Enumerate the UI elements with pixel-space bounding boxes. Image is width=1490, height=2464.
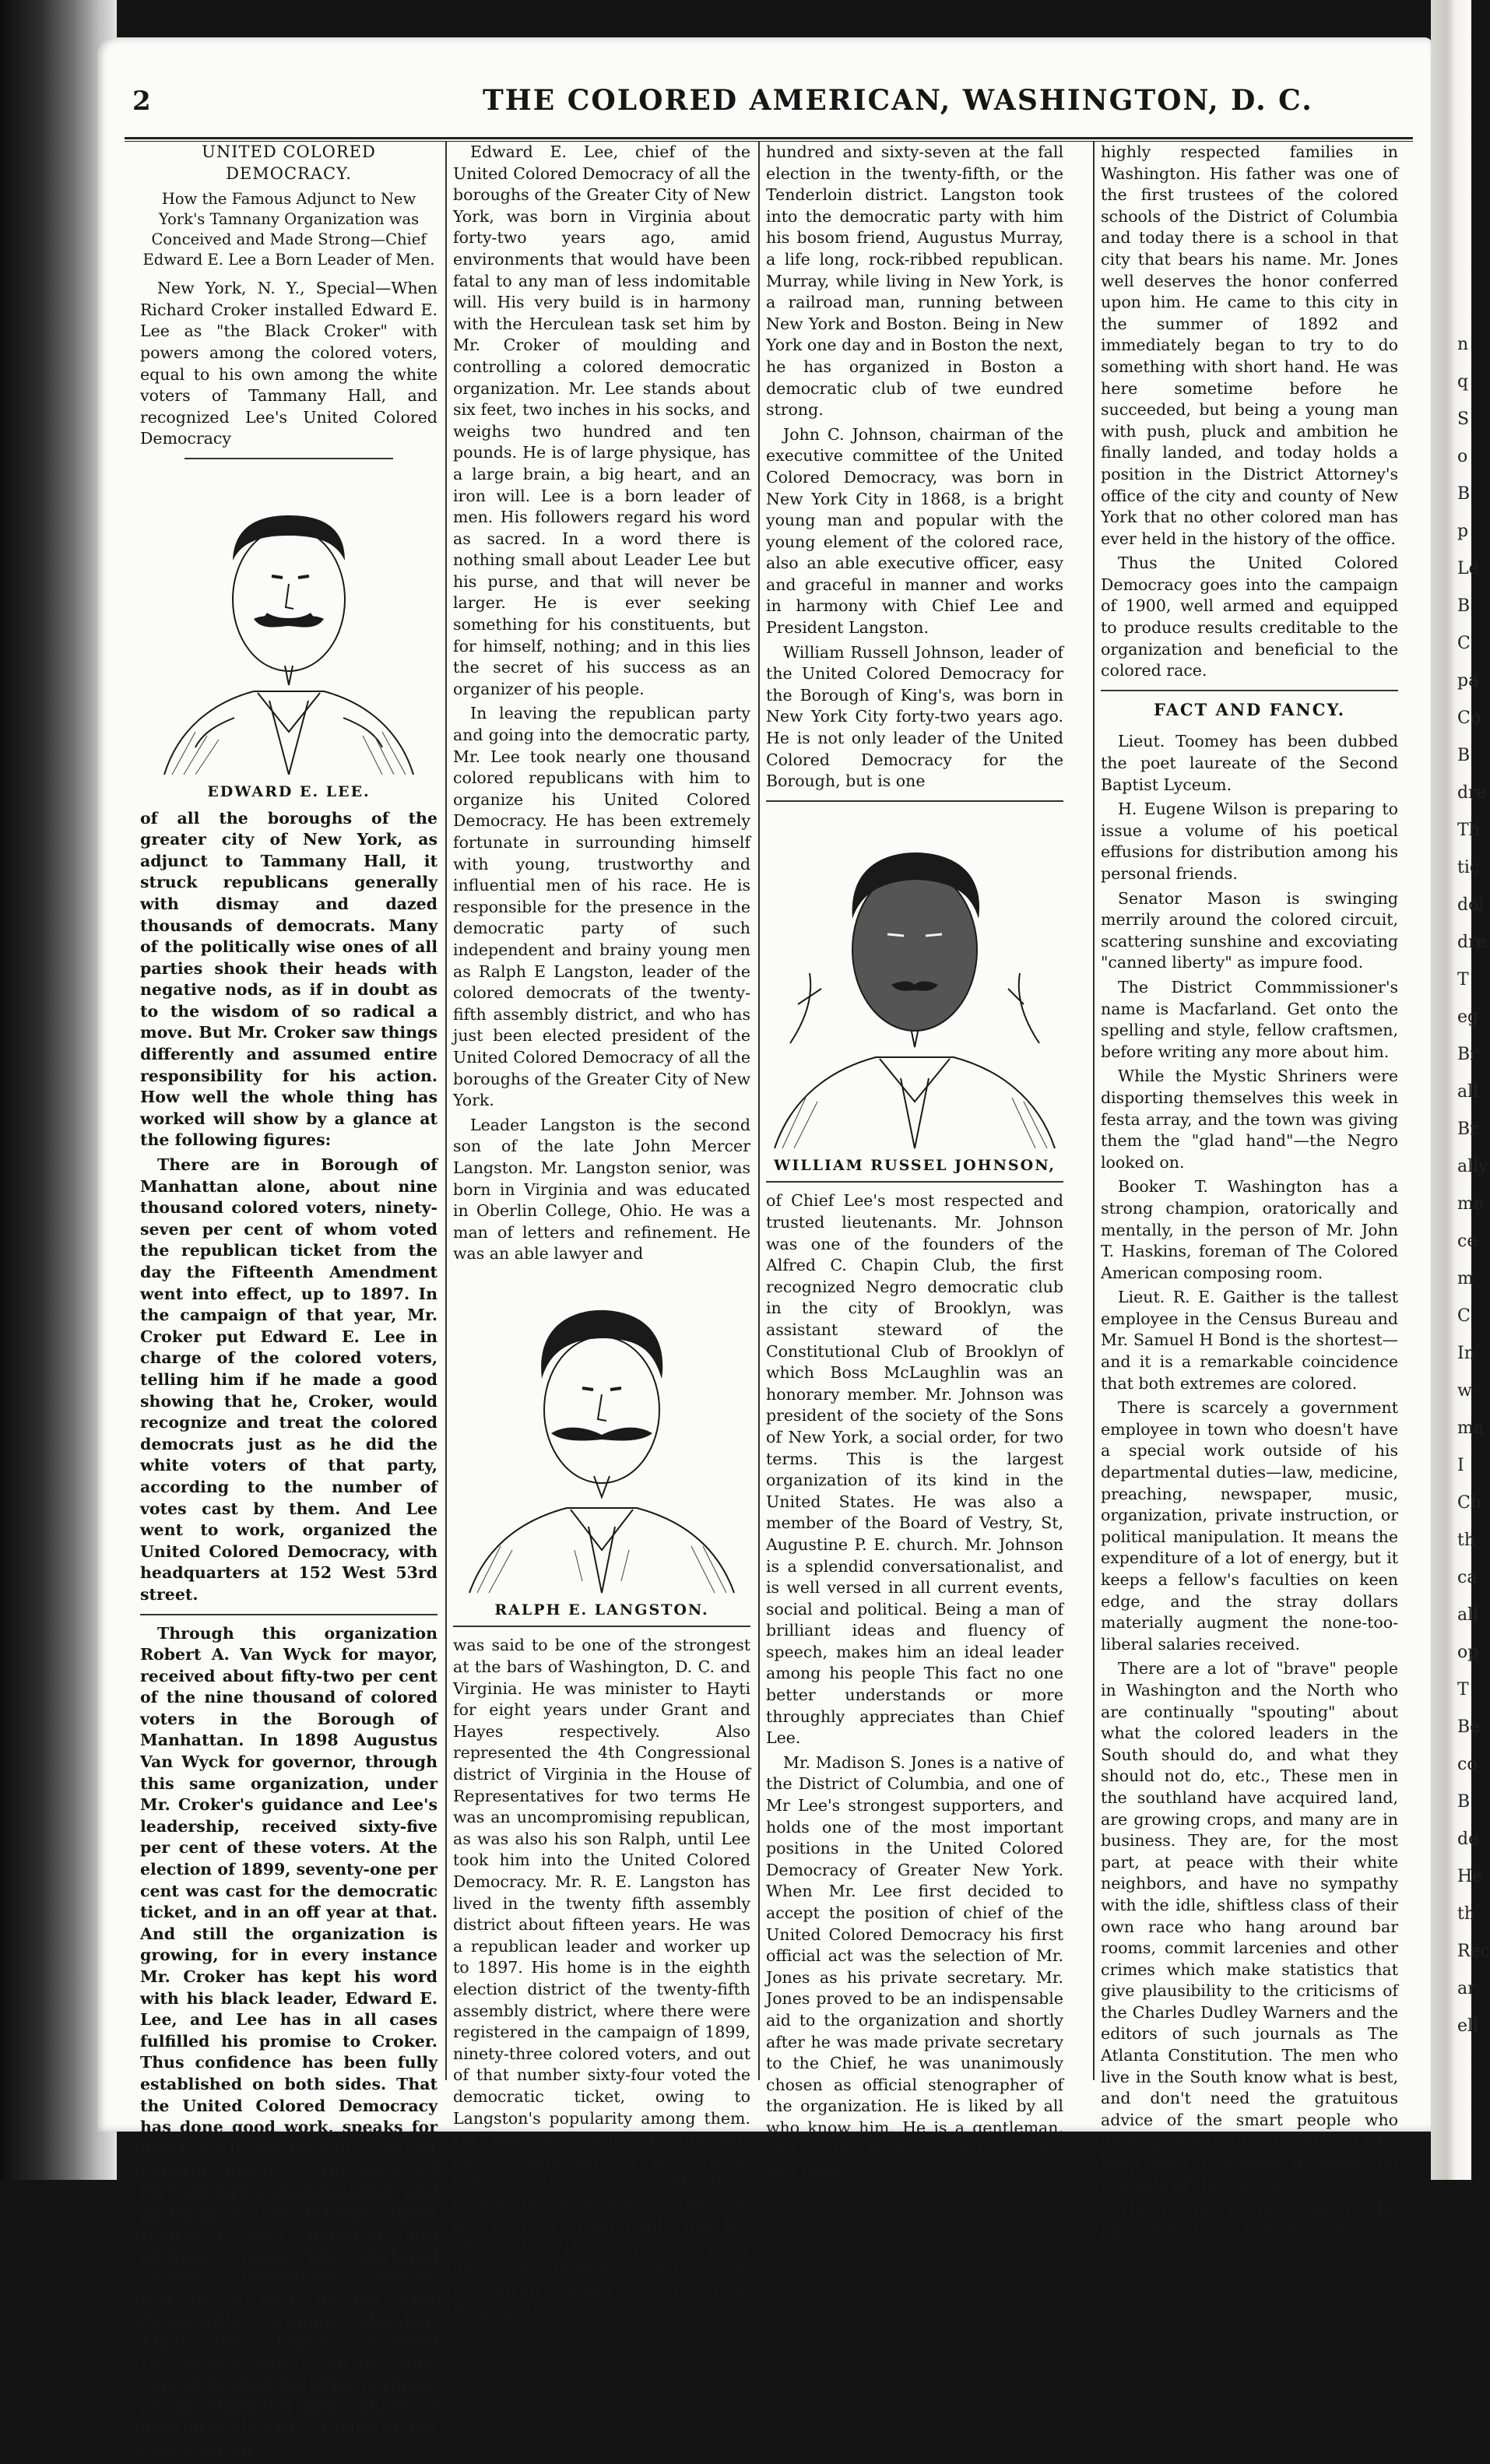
adjacent-page-fragment: Co xyxy=(1457,708,1481,728)
paragraph: Edward E. Lee, chief of the United Colored Democracy of all the boroughs of the Greater City of New York, was born in Virginia about forty-two years ago, amid environments that would have been fatal to any man of less indomitable will. His very build is in harmony with the Herculean task set him by Mr. Croker of moulding and controlling a colored democratic organization. Mr. Lee stands about six feet, two inches in his socks, and weighs two hundred and ten pounds. He is of large physique, has a large brain, a big heart, and an iron will. Lee is a born leader of men. His followers regard his word as sacred. In a word there is nothing small about Leader Lee but his purse, and that will never be larger. He is ever seeking something for his constituents, but for himself, nothing; and in this lies the secret of his success as an organizer of his people. xyxy=(453,142,750,698)
page-header xyxy=(132,78,1409,128)
column-rule xyxy=(445,142,447,2080)
divider xyxy=(766,1181,1063,1183)
paragraph: There are a lot of "brave" people in Washington and the North who are continually "spouting" about what the colored leaders in the South should do, and what they should not do, etc., These men in the southland have acquired land, are growing crops, and many are in business. They are, for the most part, at peace with their white neighbors, and have no sympathy with the idle, shiftless class of their own race who hang around bar rooms, commit larcenies and other crimes which make statistics that give plausibility to the criticisms of the Charles Dudley Warners and the editors of such journals as The Atlanta Constitution. The men who live in the South know what is best, and don't need the gratuitous advice of the smart people who never give a penny to help, and who keep their carcasses in safety on this side of the Potomac. xyxy=(1101,1659,1398,2194)
adjacent-page-fragment: co xyxy=(1457,1755,1478,1774)
paragraph: In leaving the republican party and going into the democratic party, Mr. Lee took nearly one thousand colored republicans with him to organize his United Colored Democracy. He has been extremely fortunate in surrounding himself with young, trustworthy and influential men of his race. He is responsible for the presence in the democratic party of such independent and brainy young men as Ralph E Langston, leader of the colored democrats of the twenty-fifth assembly district, and who has just been elected president of the United Colored Democracy of all the boroughs of the Greater City of New York. xyxy=(453,704,750,1110)
fact-and-fancy-title: FACT AND FANCY. xyxy=(1153,699,1346,719)
divider xyxy=(184,458,392,459)
column-3 xyxy=(766,142,1063,2185)
portrait-edward-lee xyxy=(140,467,438,779)
column-3-text-b xyxy=(766,1190,1063,2181)
adjacent-page-fragment: ar xyxy=(1457,1979,1476,1998)
paragraph: H. Eugene Wilson is preparing to issue a volume of his poetical effusions for distribution among his personal friends. xyxy=(1101,800,1398,883)
masthead: THE COLORED AMERICAN, WASHINGTON, D. C. xyxy=(483,84,1313,117)
column-1 xyxy=(140,142,438,2464)
adjacent-page-fragment: th xyxy=(1457,1904,1476,1924)
adjacent-page-fragment: C xyxy=(1457,634,1471,653)
adjacent-page-fragment: Le xyxy=(1457,559,1479,578)
adjacent-page-fragment: pa xyxy=(1457,671,1479,691)
adjacent-page-fragment: I xyxy=(1457,1456,1464,1475)
paragraph: Thus the United Colored Democracy goes into the campaign of 1900, well armed and equipped to produce results creditable to the organization and beneficial to the colored race. xyxy=(1101,554,1398,680)
header-rule xyxy=(125,137,1413,139)
adjacent-page-fragment: me xyxy=(1457,1194,1484,1214)
adjacent-page-fragment: Be xyxy=(1457,1717,1481,1737)
adjacent-page-fragment: T xyxy=(1457,1680,1469,1699)
column-rule xyxy=(758,142,760,2080)
column-2 xyxy=(453,142,750,2325)
portrait-ralph-langston-caption: RALPH E. LANGSTON. xyxy=(494,1601,709,1619)
adjacent-page-fragment: o xyxy=(1457,447,1468,466)
adjacent-page-fragment: dol xyxy=(1457,895,1485,915)
adjacent-page-fragment: th xyxy=(1457,1531,1476,1550)
column-1-text-c xyxy=(140,1623,438,2461)
portrait-william-johnson-caption: WILLIAM RUSSEL JOHNSON, xyxy=(774,1156,1056,1174)
adjacent-page-fragment: Th xyxy=(1457,821,1480,840)
paragraph: Senator Mason is swinging merrily around the colored circuit, scattering sunshine and excoviating "canned liberty" as impure food. xyxy=(1101,888,1398,972)
paragraph: While the Mystic Shriners were disporting themselves this week in festa array, and the town was giving them the "glad hand"—the Negro looked on. xyxy=(1101,1067,1398,1172)
article-headline: UNITED COLORED DEMOCRACY. xyxy=(202,142,376,183)
column-4 xyxy=(1101,142,1398,2244)
paragraph: Booker T. Washington has a strong champion, oratorically and mentally, in the person of Mr. John T. Haskins, foreman of The Colored American composing room. xyxy=(1101,1177,1398,1282)
divider xyxy=(766,800,1063,802)
fact-and-fancy-items xyxy=(1101,731,1398,2241)
paragraph: Leader Langston is the second son of the late John Mercer Langston. Mr. Langston senior, was born in Virginia and was educated in Oberlin College, Ohio. He was a man of letters and refinement. He was an able lawyer and xyxy=(453,1115,750,1264)
adjacent-page-fragment: C xyxy=(1457,1306,1471,1326)
adjacent-page-fragment: dre xyxy=(1457,783,1487,803)
paragraph: Through this organization Robert A. Van Wyck for mayor, received about fifty-two per cent of the nine thousand of colored voters in the Borough of Manhattan. In 1898 Augustus Van Wyck for governor, through this same organization, under Mr. Croker's guidance and Lee's leadership, received sixty-five per cent of these voters. At the election of 1899, seventy-one per cent was cast for the democratic ticket, and in an off year at that. And still the organization is growing, for in every instance Mr. Croker has kept his word with his black leader, Edward E. Lee, and Lee has in all cases fulfilled his promise to Croker. Thus confidence has been fully established on both sides. That the United Colored Democracy has done good work, speaks for itself; for it controlled at the last general election, in spite of McCullough's manipulation and garbling of the returns, three thousand, one hundred and sixty-two bona fide declared colored democratic voters, eligible to vote at the next democratic primary election. That the United Colored Democracy has come to stay, cannot be doubted after a glance at the character and caliber of men just elected officers of the organization. xyxy=(140,1623,438,2459)
paragraph: of Chief Lee's most respected and trusted lieutenants. Mr. Johnson was one of the founders of the Alfred C. Chapin Club, the first recognized Negro democratic club in the city of Brooklyn, was assistant steward of the Constitutional Club of Brooklyn of which Boss McLaughlin was an honorary member. Mr. Johnson was president of the society of the Sons of New York, a social order, for two terms. This is the largest organization of its kind in the United States. He was also a member of the Board of Vestry, St, Augustine P. E. church. Mr. Johnson is a splendid conversationalist, and is well versed in all current events, social and political. Being a man of brilliant ideas and fluency of speech, makes him an ideal leader among his people This fact no one better understands or more throughly appreciates than Chief Lee. xyxy=(766,1191,1063,1748)
divider xyxy=(1101,690,1398,691)
column-1-text-a xyxy=(140,278,438,450)
portrait-edward-lee-caption: EDWARD E. LEE. xyxy=(207,782,371,800)
paragraph: John C. Johnson, chairman of the executive committee of the United Colored Democracy, was born in New York City in 1868, is a bright young man and popular with the young element of the colored race, also an able executive officer, easy and graceful in manner and works in harmony with Chief Lee and President Langston. xyxy=(766,424,1063,638)
paragraph: was said to be one of the strongest at the bars of Washington, D. C. and Virginia. He was minister to Hayti for eight years under Grant and Hayes respectively. Also represented the 4th Congressional district of Virginia in the House of Representatives for two terms He was an uncompromising republican, as was also his son Ralph, until Lee took him into the United Colored Democracy. Mr. R. E. Langston has lived in the twenty fifth assembly district about fifteen years. He was a republican leader and worker up to 1897. His home is in the eighth election district of the twenty-fifth assembly district, where there were registered in the campaign of 1899, ninety-three colored voters, and out of that number sixty-four voted the democratic ticket, owing to Langston's popularity among them. On Monday March 5th, he was elected president of the United Colored Democracy without a dissenting voice and carried the entire ticket through with him His advent into the democratic party has greatly helped to cut the usual republican majority of three thousand to six xyxy=(453,1636,750,2321)
adjacent-page-fragment: B xyxy=(1457,596,1471,616)
adjacent-page-fragment: ally xyxy=(1457,1157,1488,1176)
adjacent-page-fragment: de xyxy=(1457,1830,1479,1849)
paragraph: There is scarcely a government employee in town who doesn't have a special work outside of his departmental duties—law, medicine, preaching, newspaper, music, organization, private instruction, or political manipulation. It means the expenditure of a lot of energy, but it keeps a fellow's faculties on keen edge, and the stray dollars materially augment the none-too-liberal salaries received. xyxy=(1101,1398,1398,1654)
adjacent-page-fragment: Br xyxy=(1457,1045,1478,1064)
paragraph: of all the boroughs of the greater city of New York, as adjunct to Tammany Hall, it struck republicans generally with dismay and dazed thousands of democrats. Many of the politically wise ones of all parties shook their heads with negative nods, as if in doubt as to the wisdom of so radical a move. But Mr. Croker saw things differently and assumed entire responsibility for his action. How well the whole thing has worked will show by a glance at the following figures: xyxy=(140,808,438,1150)
adjacent-page-fragment: q xyxy=(1457,372,1469,392)
divider xyxy=(140,1614,438,1615)
article-subhead: How the Famous Adjunct to New York's Tamnany Organization was Conceived and Made Strong—Chief Edward E. Lee a Born Leader of Men. xyxy=(142,190,435,269)
portrait-william-johnson xyxy=(766,810,1063,1152)
adjacent-page-fragment: m xyxy=(1457,1269,1474,1288)
adjacent-page-fragment: T xyxy=(1457,970,1469,989)
adjacent-page-fragment: B xyxy=(1457,746,1471,765)
paragraph: William Russell Johnson, leader of the United Colored Democracy for the Borough of King's, was born in New York City forty-two years ago. He is not only leader of the United Colored Democracy for the Borough, but is one xyxy=(766,642,1063,791)
paragraph: The District Commmissioner's name is Macfarland. Get onto the spelling and style, fellow craftsmen, before writing any more about him. xyxy=(1101,977,1398,1061)
adjacent-page-fragment: w xyxy=(1457,1381,1472,1401)
portrait-ralph-langston-illustration xyxy=(458,1270,746,1597)
paragraph: Mr. Madison S. Jones is a native of the District of Columbia, and one of Mr Lee's strongest supporters, and holds one of the most important positions in the United Colored Democracy of Greater New York. When Mr. Lee first decided to accept the position of chief of the United Colored Democracy his first official act was the selection of Mr. Jones as his private secretary. Mr. Jones proved to be an indispensable aid to the organization and shortly after he was made private secretary to the Chief, he was unanimously chosen as official stenographer of the organization. He is liked by all who know him. He is a gentleman, and comes from one of the oldest and most xyxy=(766,1752,1063,2181)
paragraph: Lieut. R. E. Gaither is the tallest employee in the Census Bureau and Mr. Samuel H Bond is the shortest—and it is a remarkable coincidence that both extremes are colored. xyxy=(1101,1288,1398,1393)
adjacent-page-fragment: all xyxy=(1457,1082,1479,1102)
adjacent-page-fragment: ell xyxy=(1457,2016,1479,2036)
adjacent-page-fragment: eg xyxy=(1457,1007,1479,1027)
adjacent-page-fragment: Br xyxy=(1457,1120,1478,1139)
adjacent-page-fragment: In xyxy=(1457,1344,1475,1363)
adjacent-page-fragment: tic xyxy=(1457,858,1480,877)
adjacent-page-fragment: B xyxy=(1457,484,1471,504)
paragraph: New York, N. Y., Special—When Richard Croker installed Edward E. Lee as "the Black Croker" with powers among the colored voters, equal to his own among the white voters of Tammany Hall, and recognized Lee's United Colored Democracy xyxy=(140,279,438,448)
paragraph: The Delmo Koonce cafe is the finest this side of New York City. xyxy=(1101,2199,1398,2240)
column-rule xyxy=(1093,142,1095,2080)
paragraph: hundred and sixty-seven at the fall election in the twenty-fifth, or the Tenderloin district. Langston took into the democratic party with him his bosom friend, Augustus Murray, a life long, rock-ribbed republican. Murray, while living in New York, is a railroad man, running between New York and Boston. Being in New York one day and in Boston the next, he has organized in Boston a democratic club of twe eundred strong. xyxy=(766,142,1063,420)
adjacent-page-fragment: S xyxy=(1457,409,1470,429)
divider xyxy=(453,1626,750,1627)
portrait-william-johnson-illustration xyxy=(767,810,1063,1152)
adjacent-page-fragment: He xyxy=(1457,1867,1483,1886)
page-number: 2 xyxy=(132,86,151,117)
paragraph: highly respected families in Washington. His father was one of the first trustees of the colored schools of the District of Columbia and today there is a school in that city that bears his name. Mr. Jones well deserves the honor conferred upon him. He came to this city in the summer of 1892 and immediately began to try to do something with short hand. He was here sometime before he succeeded, but being a young man with push, pluck and ambition he finally landed, and today holds a position in the District Attorney's office of the city and county of New York that no other colored man has ever held in the history of the office. xyxy=(1101,142,1398,548)
paragraph: Lieut. Toomey has been dubbed the poet laureate of the Second Baptist Lyceum. xyxy=(1101,732,1398,794)
portrait-ralph-langston xyxy=(453,1270,750,1597)
portrait-edward-lee-illustration xyxy=(149,467,429,779)
adjacent-page-fragment: ca xyxy=(1457,1568,1478,1587)
adjacent-page-fragment: B xyxy=(1457,1792,1471,1812)
adjacent-page-fragment: Ch xyxy=(1457,1493,1482,1513)
adjacent-page-edge xyxy=(1431,0,1490,2180)
adjacent-page-fragment: n xyxy=(1457,335,1469,354)
adjacent-page-fragment: Rec xyxy=(1457,1942,1490,1961)
column-3-text-a xyxy=(766,142,1063,793)
adjacent-page-fragment: ce xyxy=(1457,1232,1478,1251)
adjacent-page-fragment: p xyxy=(1457,522,1469,541)
adjacent-page-fragment: op xyxy=(1457,1643,1479,1662)
adjacent-page-fragment: all xyxy=(1457,1605,1479,1625)
column-2-text-a xyxy=(453,142,750,1265)
column-2-text-b xyxy=(453,1635,750,2322)
paragraph: There are in Borough of Manhattan alone, about nine thousand colored voters, ninety-seven per cent of whom voted the republican ticket from the day the Fifteenth Amendment went into effect, up to 1897. In the campaign of that year, Mr. Croker put Edward E. Lee in charge of the colored voters, telling him if he made a good showing that he, Croker, would recognize and treat the colored democrats just as he did the white voters of that party, according to the number of votes cast by them. And Lee went to work, organized the United Colored Democracy, with headquarters at 152 West 53rd street. xyxy=(140,1155,438,1604)
column-4-text-a xyxy=(1101,142,1398,682)
adjacent-page-fragment: ma xyxy=(1457,1418,1484,1438)
column-1-text-b xyxy=(140,808,438,1606)
adjacent-page-fragment: dre xyxy=(1457,933,1487,952)
